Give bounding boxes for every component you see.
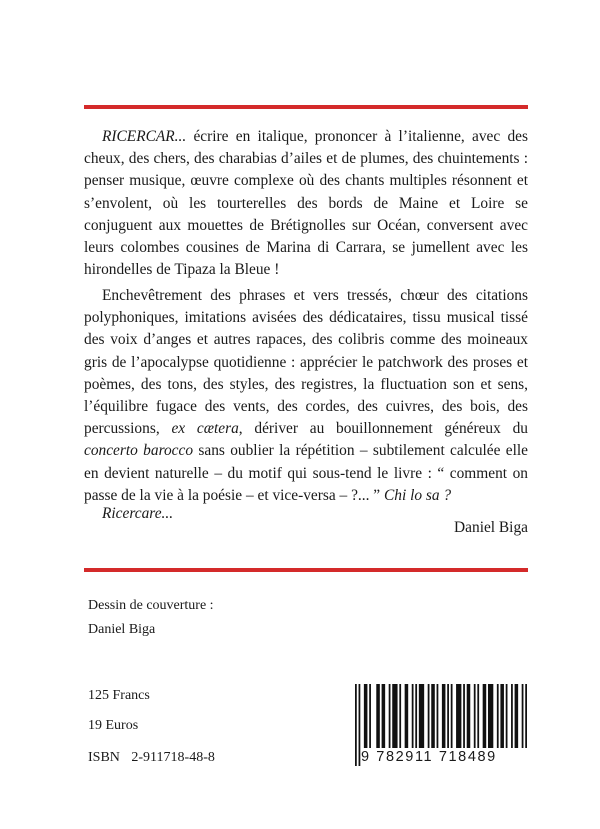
bottom-red-rule [84,568,528,572]
paragraph-enchevetrement [84,285,528,507]
barcode-bar [355,684,357,766]
paragraph2-italic-concerto: concerto barocco [84,442,194,460]
ricercar-lead: RICERCAR... [102,128,187,145]
top-red-rule [84,105,528,109]
paragraph2-italic-chi-lo-sa: Chi lo sa ? [383,486,452,504]
cover-credit-label: Dessin de couverture : [88,598,214,613]
paragraph2-part1: Enchevêtrement des phrases et vers tressés, chœur des citations polyphoniques, imitations avisées des dédicataires, tissu musical tissé des voix d’anges et autres rapaces, des colibris comme des moineaux gris de l’apocalypse quotidienne : apprécier le patchwork des proses et poèmes, des tons, des styles, des registres, la fluctuation son et sens, l’équilibre fugace des vents, des cordes, des cuivres, des bois, des percussions, [84,287,528,438]
isbn-number: ISBN 2-911718-48-8 [88,750,215,765]
cover-credit-artist: Daniel Biga [88,622,156,637]
price-francs: 125 Francs [88,688,150,703]
paragraph1-text: écrire en italique, prononcer à l’italienne, avec des cheux, des chers, des charabias d’ailes et de plumes, des chuintements : penser musique, œuvre complexe où des chants multiples résonnent et s’envolent, où les tourterelles des bords de Maine et Loire se conjuguent aux mouettes de Brétignolles sur Océan, conversent avec leurs colombes cousines de Marina di Carrara, se jumellent avec les hirondelles de Tipaza la Bleue ! [84,128,528,279]
barcode-number: 9 782911 718489 [361,748,527,766]
closing-ricercare: Ricercare... [102,505,174,522]
price-euros: 19 Euros [88,718,139,733]
paragraph2-part2: , dériver au bouillonnement généreux du [238,420,528,438]
paragraph2-part3: sans oublier la répétition – subtilement calculée elle en devient naturelle – du motif qui sous-tend le livre : “ comment on passe de la vie à la poésie – et vice-versa – ?... ” [84,442,528,504]
paragraph-ricercar [84,126,528,281]
paragraph2-italic-ex-caetera: ex cætera [171,420,239,438]
author-signature: Daniel Biga [454,519,528,536]
